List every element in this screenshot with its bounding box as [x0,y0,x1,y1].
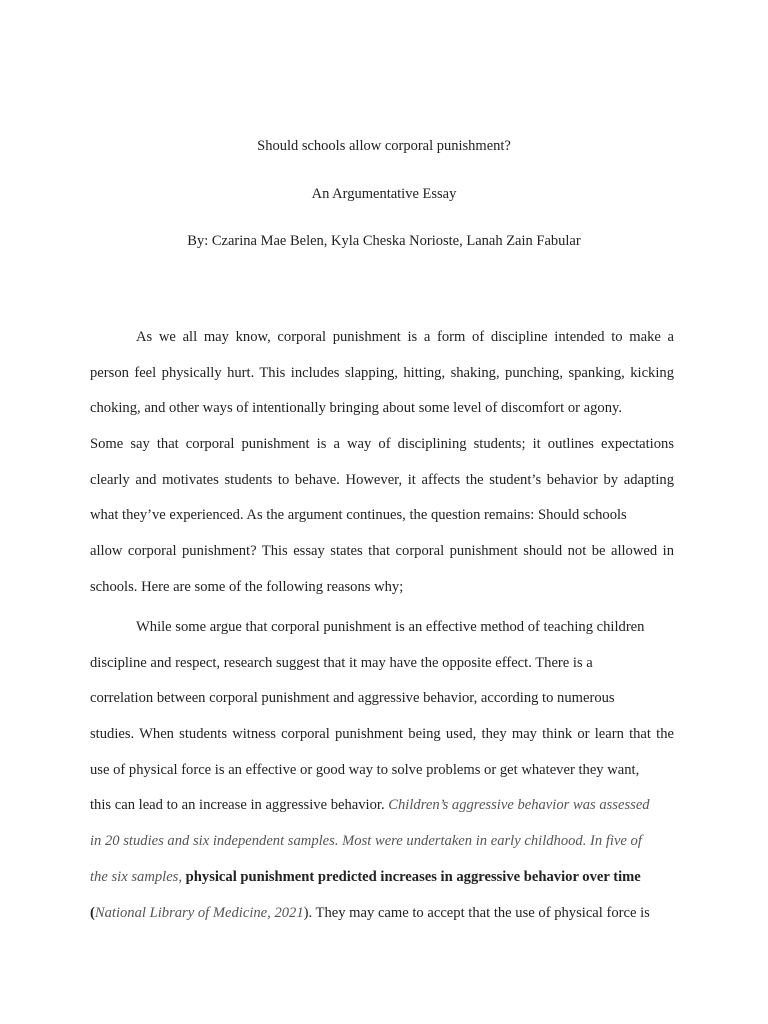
paragraph-1 [90,320,674,606]
essay-title: Should schools allow corporal punishment? [257,138,511,154]
paragraph-line: person feel physically hurt. This includes slapping, hitting, shaking, punching, spanking, kicking [90,364,674,381]
citation-open-paren: ( [90,904,95,921]
paragraph-line: While some argue that corporal punishment is an effective method of teaching children [136,619,645,635]
paragraph-line: studies. When students witness corporal punishment being used, they may think or learn that the [90,726,674,743]
paragraph-line [90,788,674,824]
citation-italic-text: Children’s aggressive behavior was assessed [388,797,650,814]
paragraph-line: As we all may know, corporal punishment is a form of discipline intended to make a [136,329,674,345]
citation-bold-text: physical punishment predicted increases in aggressive behavior over time [185,868,641,885]
paragraph-line: discipline and respect, research suggest that it may have the opposite effect. There is a [90,654,593,671]
line-plain-text: ). They may came to accept that the use of physical force is [303,904,650,921]
paragraph-line: use of physical force is an effective or good way to solve problems or get whatever they want, [90,761,640,778]
citation-italic-text: in 20 studies and six independent samples. Most were undertaken in early childhood. In five of [90,833,642,850]
essay-authors: By: Czarina Mae Belen, Kyla Cheska Norioste, Lanah Zain Fabular [187,233,581,249]
essay-subtitle: An Argumentative Essay [311,186,457,202]
paragraph-line [90,824,674,860]
paragraph-line: allow corporal punishment? This essay states that corporal punishment should not be allowed in [90,543,674,560]
paragraph-line: choking, and other ways of intentionally bringing about some level of discomfort or agony. [90,400,623,417]
paragraph-line: schools. Here are some of the following reasons why; [90,578,404,595]
paragraph-2 [90,610,674,931]
paragraph-line [90,896,674,932]
line-plain-text: this can lead to an increase in aggressive behavior. [90,797,389,814]
paragraph-line: clearly and motivates students to behave. However, it affects the student’s behavior by adapting [90,471,674,488]
paragraph-line: what they’ve experienced. As the argument continues, the question remains: Should schools [90,507,627,524]
paragraph-line: correlation between corporal punishment and aggressive behavior, according to numerous [90,690,615,707]
paragraph-line [90,860,674,896]
paragraph-line: Some say that corporal punishment is a way of disciplining students; it outlines expectations [90,436,674,453]
citation-source: National Library of Medicine, 2021 [94,904,304,921]
citation-italic-text: the six samples, [90,868,186,885]
